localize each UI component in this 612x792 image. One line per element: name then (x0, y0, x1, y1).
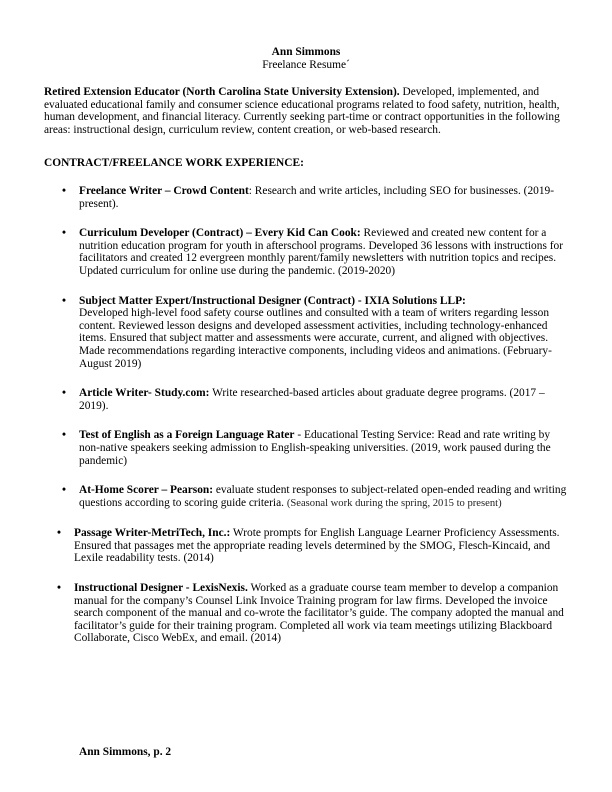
summary-title: Retired Extension Educator (North Carolina State University Extension). (44, 86, 400, 98)
job-description: Write researched-based articles about graduate degree programs. (2017 – 2019). (79, 387, 545, 412)
list-item (0, 185, 612, 210)
job-description: Wrote prompts for English Language Learner Proficiency Assessments. Ensured that passages met the appropriate reading levels determined by the SMOG, Flesch-Kincaid, and Lexile readability tests. (2014) (74, 527, 560, 565)
job-title: Freelance Writer – Crowd Content (79, 185, 249, 197)
experience-list (0, 185, 612, 662)
job-title: Test of English as a Foreign Language Rater (79, 429, 295, 442)
author-name: Ann Simmons (271, 46, 341, 58)
section-heading: CONTRACT/FREELANCE WORK EXPERIENCE: (44, 157, 304, 169)
job-description: - Educational Testing Service: Read and rate writing by non-native speakers seeking admission to English-speaking universities. (2019, work paused during the pandemic) (79, 429, 551, 467)
list-item (0, 429, 612, 467)
job-title: Instructional Designer - LexisNexis. (74, 582, 248, 595)
list-item (0, 227, 612, 277)
bullet-icon: • (62, 387, 66, 400)
bullet-icon: • (62, 484, 66, 497)
list-item (0, 295, 612, 371)
job-entry-text (79, 484, 571, 510)
list-item (0, 484, 612, 510)
resume-subtitle: Freelance Resume´ (262, 58, 350, 71)
bullet-icon: • (57, 582, 61, 595)
summary-paragraph (44, 86, 570, 136)
job-description: Worked as a graduate course team member to develop a companion manual for the company’s Counsel Link Invoice Training program for law firms. Developed the invoice search component of the manual and co-wrote the facilitator’s guide. The company adopted the manual and facilitator’s guide for their training program. Completed all work via team meetings utilizing Blackboard Collaborate, Cisco WebEx, and email. (2014) (74, 582, 564, 645)
job-title: Curriculum Developer (Contract) – Every Kid Can Cook: (79, 227, 361, 240)
job-title: At-Home Scorer – Pearson: (79, 484, 214, 497)
resume-header (0, 46, 612, 71)
job-description: Developed high-level food safety course outlines and consulted with a team of writers regarding lesson content. Reviewed lesson designs and developed assessment activities, including technology-enhanced items. Ensured that subject matter and assessments were accurate, current, and aligned with objectives. Made recommendations regarding interactive components, including videos and animations. (February-August 2019) (79, 307, 552, 370)
job-description: : Research and write articles, including SEO for businesses. (2019-present). (79, 185, 555, 210)
job-entry-text (79, 185, 571, 210)
job-entry-text (79, 295, 571, 371)
job-description: evaluate student responses to subject-related open-ended reading and writing questions according to scoring guide criteria. (79, 484, 567, 509)
job-note: (Seasonal work during the spring, 2015 to present) (286, 497, 502, 509)
list-item (0, 387, 612, 412)
job-entry-text (79, 387, 571, 412)
job-description: Reviewed and created new content for a nutrition education program for youth in afterschool programs. Developed 36 lessons with instructions for facilitators and created 12 evergreen monthly parent/family newsletters with nutrition topics and recipes. Updated curriculum for online use during the pandemic. (2019-2020) (79, 227, 564, 277)
bullet-icon: • (62, 185, 66, 197)
bullet-icon: • (62, 429, 66, 442)
summary-body: Developed, implemented, and evaluated educational family and consumer science educational programs related to food safety, nutrition, health, human development, and financial literacy. Currently seeking part-time or contract opportunities in the following areas: instructional design, curriculum review, content creation, or web-based research. (44, 86, 560, 136)
list-item (0, 582, 612, 645)
page-footer: Ann Simmons, p. 2 (79, 746, 172, 758)
job-entry-text (79, 227, 571, 277)
list-item (0, 527, 612, 565)
job-entry-text (74, 582, 571, 645)
job-entry-text (74, 527, 571, 565)
job-entry-text (79, 429, 571, 467)
bullet-icon: • (57, 527, 61, 540)
bullet-icon: • (62, 294, 66, 307)
bullet-icon: • (62, 227, 66, 240)
job-title: Passage Writer-MetriTech, Inc.: (74, 527, 231, 540)
job-title: Subject Matter Expert/Instructional Designer (Contract) - IXIA Solutions LLP: (79, 294, 466, 307)
job-title: Article Writer- Study.com: (79, 387, 210, 400)
